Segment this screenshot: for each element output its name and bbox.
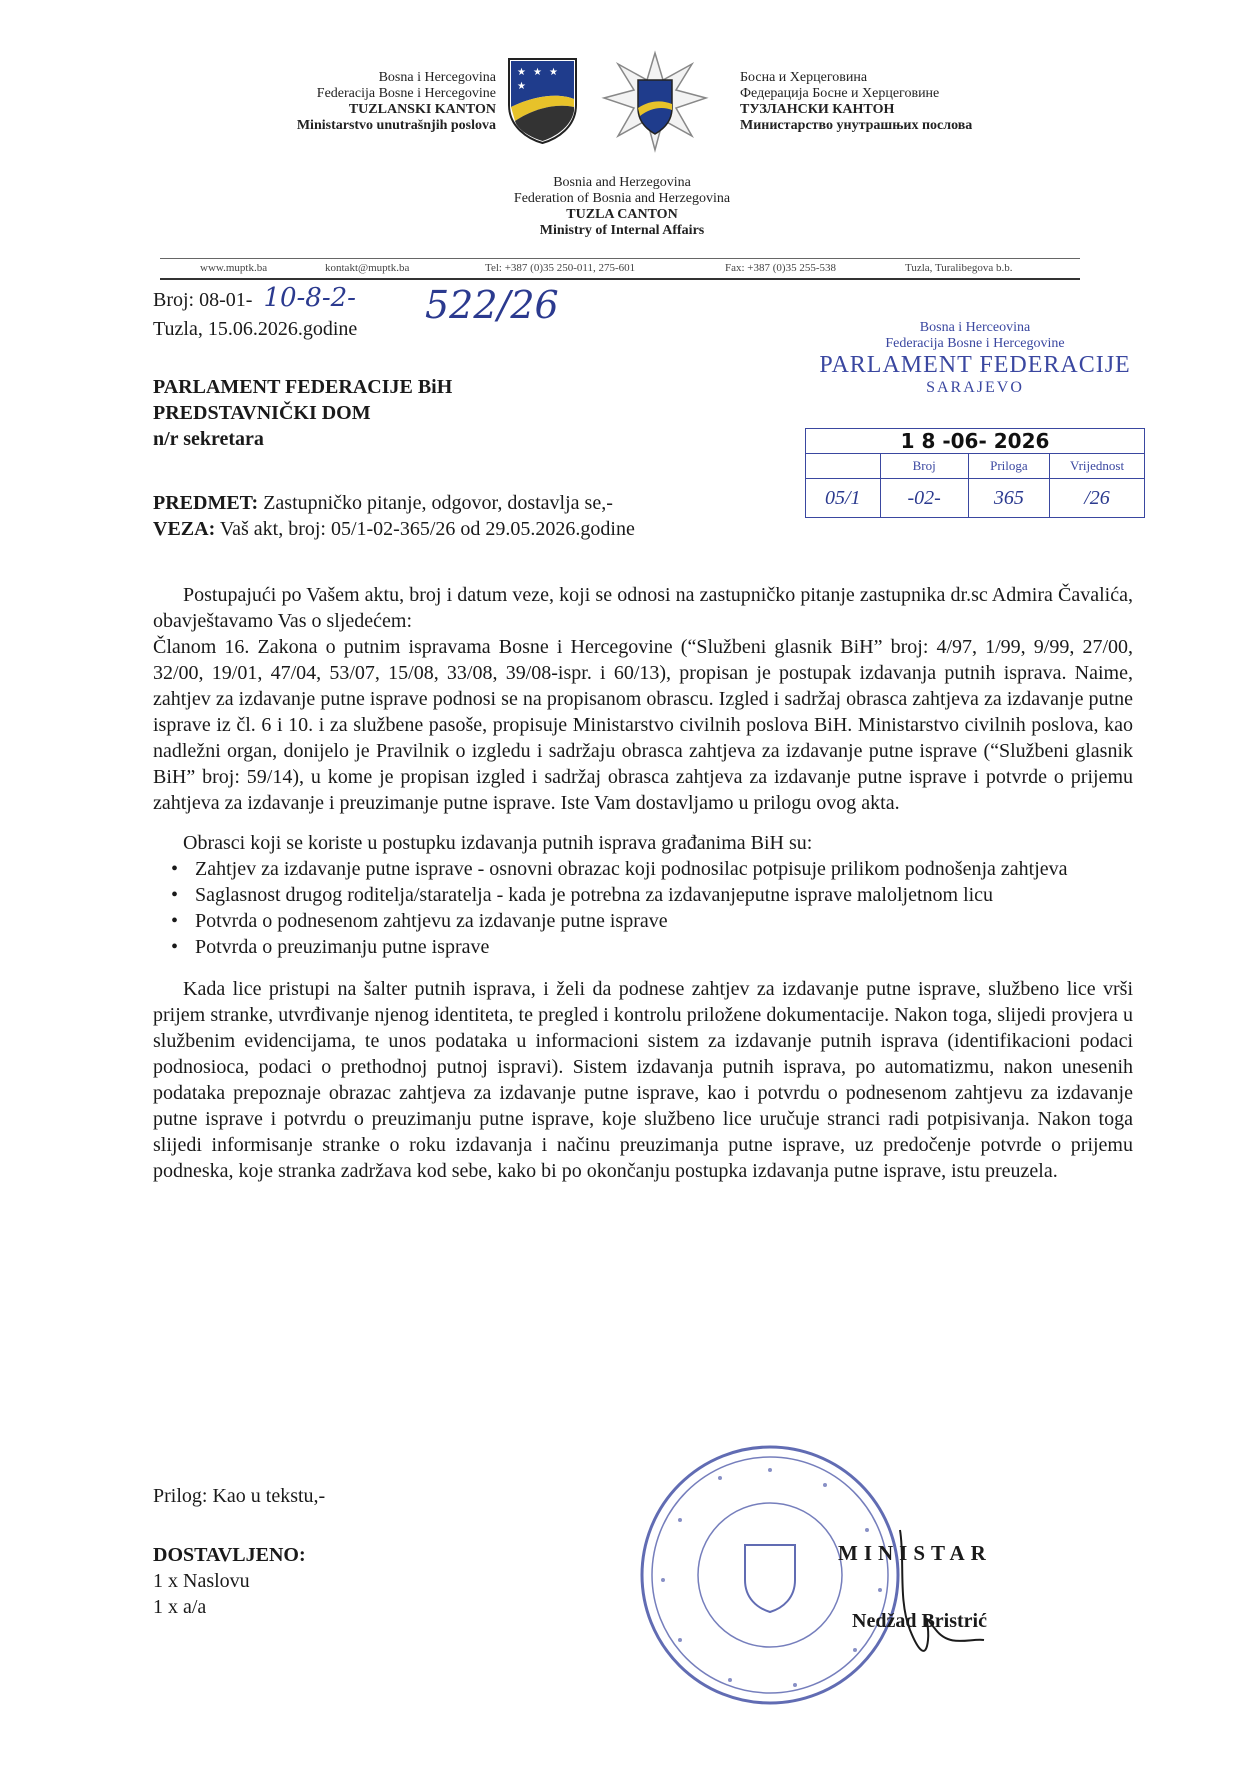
paragraph-3: Kada lice pristupi na šalter putnih isprava, i želi da podnese zahtjev za izdavanje putne isprave, službeno lice vrši prijem stranke, utvrđivanje njenog identiteta, te pregled i kontrolu priložene dokumentacije. Nakon toga, slijedi provjera u službenim evidencijama, te unos podataka u informacioni sistem za izdavanje putnih isprava (identifikacioni podaci podnosioca, podaci o prethodnoj putnoj ispravi). Sistem izdavanja putnih isprava, po automatizmu, nakon unesenih podataka prepoznaje obrazac zahtjeva za izdavanje putne isprave, kao i potvrdu o podnesenom zahtjevu za izdavanje putne isprave i potvrdu o preuzimanju putne isprave, koje službeno lice uručuje stranci radi potpisivanja. Nakon toga slijedi informisanje stranke o roku izdavanja i načinu preuzimanja putne isprave, uz predočenje potvrde o prijemu podneska, koje stranka zadržava kod sebe, kako bi po okončanju postupka izdavanja putne isprave, istu preuzela. [153,978,1133,1182]
body-section [153,582,1133,1184]
header-center-line: Bosnia and Herzegovina [553,175,691,190]
date-line: Tuzla, 15.06.2026.godine [153,318,358,340]
header-right-line: Федерација Босне и Херцеговине [740,86,940,101]
header-left-line: Bosna i Hercegovina [378,70,496,85]
forms-list [153,856,1133,960]
broj-handwritten: 10-8-2- [263,283,356,313]
list-item: • Potvrda o podnesenom zahtjevu za izdavanje putne isprave [171,910,668,932]
svg-text:★: ★ [549,67,558,78]
header-center-line: Federation of Bosnia and Herzegovina [513,191,731,206]
veza-label: VEZA: [153,518,216,540]
subject-predmet [153,490,613,516]
hw-cell-3: 365 [968,479,1049,518]
header-center-block [400,175,844,239]
header-center-line: Ministry of Internal Affairs [539,223,705,238]
dostavljeno-item: 1 x a/a [153,1596,207,1618]
bullet-icon: • [171,858,179,880]
predmet-label: PREDMET: [153,492,259,514]
contact-bar [160,258,1080,280]
reference-number [153,285,356,313]
contact-address: Tuzla, Turalibegova b.b. [905,262,1013,274]
signatory-name: Nedžad Bristrić [852,1610,987,1632]
predmet-text: Zastupničko pitanje, odgovor, dostavlja se,- [263,492,613,514]
bullet-icon: • [171,910,179,932]
recipient-line-2: PREDSTAVNIČKI DOM [153,402,371,424]
signatory-title: MINISTAR [838,1541,992,1565]
list-item: • Zahtjev za izdavanje putne isprave - osnovni obrazac koji podnosilac potpisuje prilikom podnošenja zahtjeva [171,858,1068,880]
header-left-line: Ministarstvo unutrašnjih poslova [296,118,496,133]
dostavljeno-item: 1 x Naslovu [153,1570,250,1592]
contact-web[interactable]: www.muptk.ba [200,262,268,274]
header-left-line: TUZLANSKI KANTON [348,102,496,117]
stamp-line-3: PARLAMENT FEDERACIJE [819,352,1131,378]
stamp-line-1: Bosna i Herceovina [919,320,1031,335]
prilog-line: Prilog: Kao u tekstu,- [153,1485,326,1507]
svg-text:★: ★ [533,67,542,78]
svg-text:★: ★ [517,67,526,78]
list-item: • Saglasnost drugog roditelja/staratelja - kada je potrebna za izdavanjeputne isprave maloljetnom licu [171,884,994,906]
header-right-line: ТУЗЛАНСКИ КАНТОН [740,102,895,117]
subject-veza [153,516,635,542]
coat-of-arms-icon [505,55,580,145]
official-seal-icon [635,1440,905,1710]
contact-fax: Fax: +387 (0)35 255-538 [725,262,836,274]
header-left-block [200,70,496,134]
stamp-line-4: SARAJEVO [926,379,1024,396]
header-center-line: TUZLA CANTON [566,207,678,222]
column-broj: Broj [880,454,968,479]
header-right-line: Босна и Херцеговина [740,70,868,85]
bullet-icon: • [171,884,179,906]
broj-handwritten-2: 522/26 [425,283,559,327]
header-right-line: Министарство унутрашњих послова [740,118,973,133]
paragraph-1: Postupajući po Vašem aktu, broj i datum veze, koji se odnosi na zastupničko pitanje zastupnika dr.sc Admira Čavalića, obavještavamo Vas o sljedećem: [153,584,1133,632]
column-priloga: Priloga [968,454,1049,479]
list-intro: Obrasci koji se koriste u postupku izdavanja putnih isprava građanima BiH su: [183,832,813,854]
bullet-icon: • [171,936,179,958]
dostavljeno-label: DOSTAVLJENO: [153,1544,306,1566]
stamp-line-2: Federacija Bosne i Hercegovine [885,336,1065,351]
broj-label: Broj: 08-01- [153,289,253,311]
contact-email[interactable]: kontakt@muptk.ba [325,262,410,274]
column-vrijednost: Vrijednost [1050,454,1145,479]
hw-cell-1: 05/1 [806,479,881,518]
svg-text:★: ★ [517,81,526,92]
registration-box [805,428,1145,528]
police-star-icon [600,50,710,155]
recipient-line-1: PARLAMENT FEDERACIJE BiH [153,376,453,398]
header-right-block [740,70,1060,134]
contact-tel: Tel: +387 (0)35 250-011, 275-601 [485,262,636,274]
hw-cell-2: -02- [880,479,968,518]
received-date: 1 8 -06- 2026 [806,429,1145,454]
paragraph-2: Članom 16. Zakona o putnim ispravama Bosne i Hercegovine (“Službeni glasnik BiH” broj: 4/97, 1/99, 9/99, 27/00, 32/00, 19/01, 47/04, 53/07, 15/08, 33/08, 39/08-ispr. i 60/13), propisan je postupak izdavanja putnih isprava. Naime, zahtjev za izdavanje putne isprave podnosi se na propisanom obrascu. Izgled i sadržaj obrasca zahtjeva za izdavanje putne isprave iz čl. 6 i 10. i za službene pasoše, propisuje Ministarstvo civilnih poslova BiH. Ministarstvo civilnih poslova, kao nadležni organ, donijelo je Pravilnik o izgledu i sadržaju obrasca zahtjeva za izdavanje putne isprave (“Službeni glasnik BiH” broj: 59/14), u kome je propisan izgled i sadržaj obrasca zahtjeva za izdavanje putne isprave i potvrde o prijemu zahtjeva za izdavanje i preuzimanje putne isprave. Iste Vam dostavljamo u prilogu ovog akta. [153,636,1133,814]
header-left-line: Federacija Bosne i Hercegovine [316,86,496,101]
received-stamp [805,320,1145,397]
veza-text: Vaš akt, broj: 05/1-02-365/26 od 29.05.2026.godine [219,518,635,540]
list-item: • Potvrda o preuzimanju putne isprave [171,936,490,958]
hw-cell-4: /26 [1050,479,1145,518]
recipient-line-3: n/r sekretara [153,428,264,450]
